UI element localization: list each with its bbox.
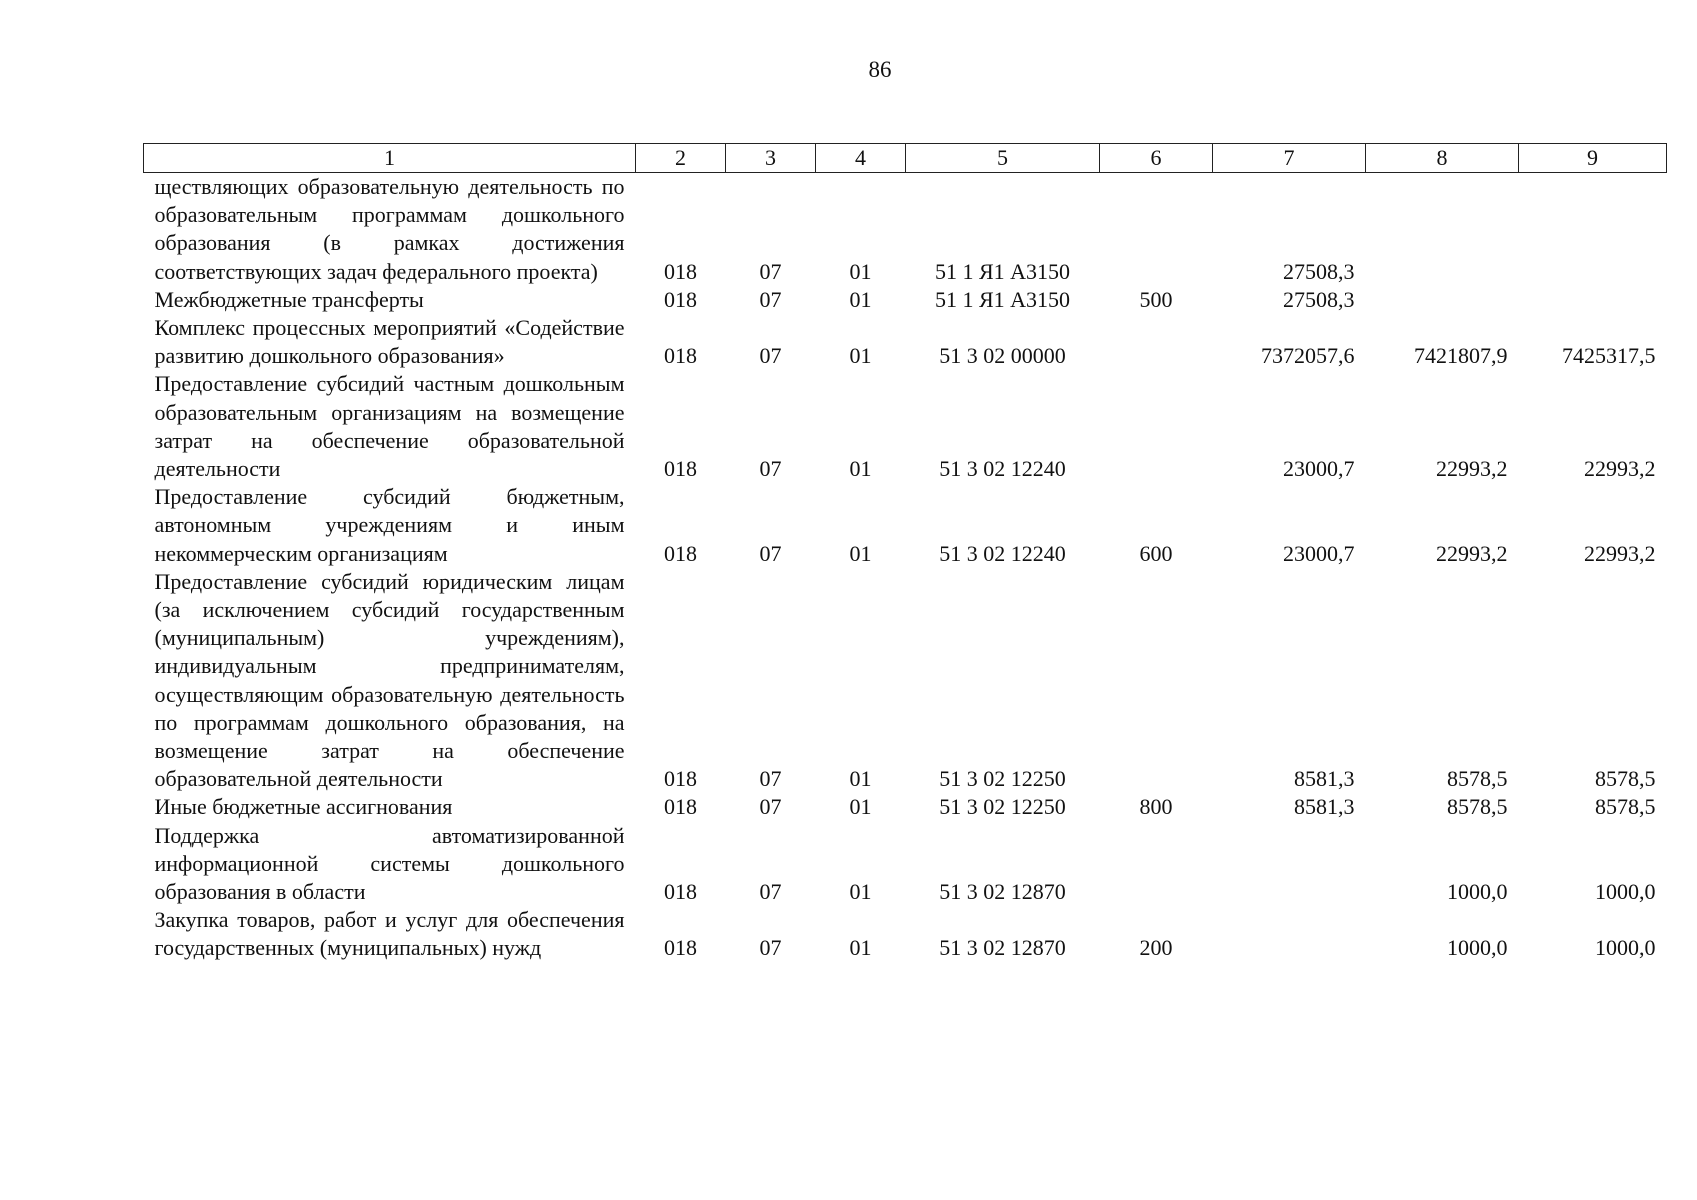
amount-col-9: 8578,5: [1595, 794, 1656, 820]
column-header: 5: [906, 144, 1100, 173]
section-code: 07: [759, 258, 782, 284]
target-article-code: 51 3 02 12240: [939, 540, 1066, 566]
target-article-code: 51 3 02 12240: [939, 456, 1066, 482]
amount-col-9: 22993,2: [1584, 540, 1656, 566]
amount-col-7: [1213, 822, 1366, 907]
row-name: Поддержка автоматизированной информационной системы дошкольного образования в области: [154, 822, 625, 905]
subsection-code: 01: [849, 258, 872, 284]
amount-col-9: 8578,5: [1595, 766, 1656, 792]
column-header: 1: [144, 144, 636, 173]
amount-col-7: 27508,3: [1283, 286, 1355, 312]
table-row: [144, 906, 1667, 962]
ved-code: 018: [664, 794, 697, 820]
table-row: [144, 314, 1667, 370]
target-article-code: 51 3 02 12870: [939, 935, 1066, 961]
expense-type-code: 600: [1139, 540, 1173, 566]
target-article-code: 51 1 Я1 А3150: [934, 258, 1071, 284]
ved-code: 018: [664, 456, 697, 482]
row-name: Предоставление субсидий бюджетным, автономным учреждениям и иным некоммерческим организациям: [154, 484, 625, 566]
expense-type-code: 800: [1139, 794, 1173, 820]
expense-type-code: [1100, 568, 1213, 794]
amount-col-9: [1519, 173, 1667, 286]
ved-code: 018: [664, 935, 697, 961]
expense-type-code: [1100, 370, 1213, 483]
target-article-code: 51 3 02 00000: [939, 343, 1066, 369]
amount-col-7: 27508,3: [1283, 258, 1355, 284]
row-name: Иные бюджетные ассигнования: [154, 794, 453, 820]
expense-type-code: 200: [1139, 935, 1173, 961]
section-code: 07: [759, 286, 782, 312]
subsection-code: 01: [849, 935, 872, 961]
row-name: Межбюджетные трансферты: [154, 286, 424, 312]
amount-col-8: 1000,0: [1447, 935, 1508, 961]
amount-col-8: [1366, 286, 1519, 314]
table-row: [144, 568, 1667, 794]
ved-code: 018: [664, 540, 697, 566]
column-header: 2: [636, 144, 726, 173]
expense-type-code: [1100, 822, 1213, 907]
expense-type-code: [1100, 314, 1213, 370]
amount-col-8: 22993,2: [1436, 540, 1508, 566]
table-row: [144, 822, 1667, 907]
amount-col-8: [1366, 173, 1519, 286]
subsection-code: 01: [849, 766, 872, 792]
amount-col-9: 1000,0: [1595, 879, 1656, 905]
section-code: 07: [759, 879, 782, 905]
row-name: ществляющих образовательную деятельность по образовательным программам дошкольного образования (в рамках достижения соответствующих задач федерального проекта): [154, 174, 625, 284]
section-code: 07: [759, 766, 782, 792]
target-article-code: 51 3 02 12870: [939, 879, 1066, 905]
column-header: 4: [816, 144, 906, 173]
subsection-code: 01: [849, 286, 872, 312]
row-name: Предоставление субсидий частным дошкольным образовательным организациям на возмещение затрат на обеспечение образовательной деятельности: [154, 371, 625, 482]
ved-code: 018: [664, 766, 697, 792]
amount-col-9: 22993,2: [1584, 456, 1656, 482]
target-article-code: 51 1 Я1 А3150: [934, 286, 1071, 312]
amount-col-7: 8581,3: [1294, 794, 1355, 820]
amount-col-8: 8578,5: [1447, 766, 1508, 792]
ved-code: 018: [664, 343, 697, 369]
page-number: 86: [868, 57, 892, 82]
row-name: Предоставление субсидий юридическим лицам (за исключением субсидий государственным (муниципальным) учреждениям), индивидуальным предпринимателям, осуществляющим образовательную деятельность по программам дошкольного образования, на возмещение затрат на обеспечение образовательной деятельности: [154, 568, 625, 792]
amount-col-7: 23000,7: [1283, 456, 1355, 482]
section-code: 07: [759, 935, 782, 961]
table-row: [144, 483, 1667, 568]
amount-col-8: 8578,5: [1447, 794, 1508, 820]
table-row: [144, 286, 1667, 314]
column-header: 8: [1366, 144, 1519, 173]
section-code: 07: [759, 456, 782, 482]
column-header: 7: [1213, 144, 1366, 173]
budget-table: [143, 143, 1667, 963]
amount-col-8: 22993,2: [1436, 456, 1508, 482]
amount-col-9: 7425317,5: [1562, 343, 1656, 369]
section-code: 07: [759, 794, 782, 820]
amount-col-9: 1000,0: [1595, 935, 1656, 961]
expense-type-code: 500: [1139, 286, 1173, 312]
target-article-code: 51 3 02 12250: [939, 794, 1066, 820]
column-header: 9: [1519, 144, 1667, 173]
expense-type-code: [1100, 173, 1213, 286]
ved-code: 018: [664, 286, 697, 312]
row-name: Закупка товаров, работ и услуг для обеспечения государственных (муниципальных) нужд: [154, 907, 625, 961]
table-header-row: [144, 144, 1667, 173]
amount-col-7: 23000,7: [1283, 540, 1355, 566]
row-name: Комплекс процессных мероприятий «Содействие развитию дошкольного образования»: [154, 315, 625, 369]
target-article-code: 51 3 02 12250: [939, 766, 1066, 792]
subsection-code: 01: [849, 879, 872, 905]
subsection-code: 01: [849, 540, 872, 566]
ved-code: 018: [664, 879, 697, 905]
amount-col-7: [1213, 906, 1366, 962]
section-code: 07: [759, 540, 782, 566]
amount-col-7: 7372057,6: [1261, 343, 1355, 369]
table-row: [144, 793, 1667, 821]
ved-code: 018: [664, 258, 697, 284]
subsection-code: 01: [849, 794, 872, 820]
amount-col-8: 7421807,9: [1414, 343, 1508, 369]
column-header: 3: [726, 144, 816, 173]
amount-col-9: [1519, 286, 1667, 314]
subsection-code: 01: [849, 456, 872, 482]
column-header: 6: [1100, 144, 1213, 173]
table-row: [144, 370, 1667, 483]
amount-col-7: 8581,3: [1294, 766, 1355, 792]
subsection-code: 01: [849, 343, 872, 369]
section-code: 07: [759, 343, 782, 369]
table-row: [144, 173, 1667, 286]
amount-col-8: 1000,0: [1447, 879, 1508, 905]
